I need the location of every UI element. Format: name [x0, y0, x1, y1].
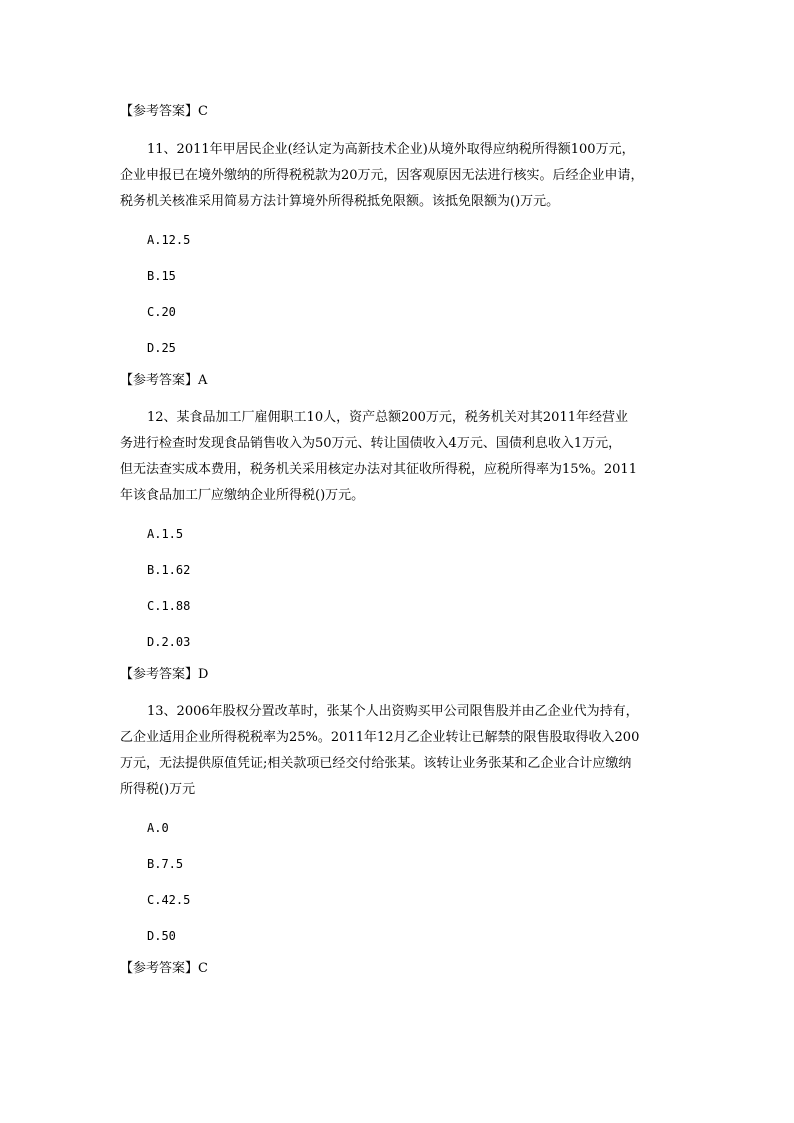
question-13-option-d: D.50: [147, 929, 176, 943]
question-13-line-2: 乙企业适用企业所得税税率为25%。2011年12月乙企业转让已解禁的限售股取得收入200: [120, 730, 640, 745]
question-11-option-a: A.12.5: [147, 233, 191, 247]
question-11-line-1: 11、2011年甲居民企业(经认定为高新技术企业)从境外取得应纳税所得额100万元，: [147, 142, 635, 157]
question-12-line-4: 年该食品加工厂应缴纳企业所得税()万元。: [120, 488, 365, 503]
question-12-line-1: 12、某食品加工厂雇佣职工10人，资产总额200万元，税务机关对其2011年经营业: [147, 410, 628, 425]
question-13-line-4: 所得税()万元: [120, 782, 196, 797]
answer-label: 【参考答案】A: [120, 373, 208, 388]
question-13-line-3: 万元，无法提供原值凭证;相关款项已经交付给张某。该转让业务张某和乙企业合计应缴纳: [120, 756, 632, 771]
question-11-option-d: D.25: [147, 341, 176, 355]
question-12-option-c: C.1.88: [147, 599, 191, 613]
question-13-option-b: B.7.5: [147, 857, 184, 871]
question-11-option-b: B.15: [147, 269, 176, 283]
question-13-option-c: C.42.5: [147, 893, 191, 907]
question-13-line-1: 13、2006年股权分置改革时，张某个人出资购买甲公司限售股并由乙企业代为持有，: [147, 704, 639, 719]
question-12-option-b: B.1.62: [147, 563, 191, 577]
answer-label: 【参考答案】C: [120, 961, 208, 976]
question-11-option-c: C.20: [147, 305, 176, 319]
question-11-line-3: 税务机关核准采用简易方法计算境外所得税抵免限额。该抵免限额为()万元。: [120, 194, 560, 209]
question-12-option-d: D.2.03: [147, 635, 191, 649]
question-12-line-2: 务进行检查时发现食品销售收入为50万元、转让国债收入4万元、国债利息收入1万元，: [120, 436, 622, 451]
question-11-line-2: 企业申报已在境外缴纳的所得税税款为20万元，因客观原因无法进行核实。后经企业申请，: [120, 168, 644, 183]
answer-label: 【参考答案】C: [120, 104, 208, 119]
answer-label: 【参考答案】D: [120, 667, 209, 682]
question-13-option-a: A.0: [147, 821, 169, 835]
question-12-line-3: 但无法查实成本费用，税务机关采用核定办法对其征收所得税，应税所得率为15%。2011: [120, 462, 637, 477]
question-12-option-a: A.1.5: [147, 527, 184, 541]
